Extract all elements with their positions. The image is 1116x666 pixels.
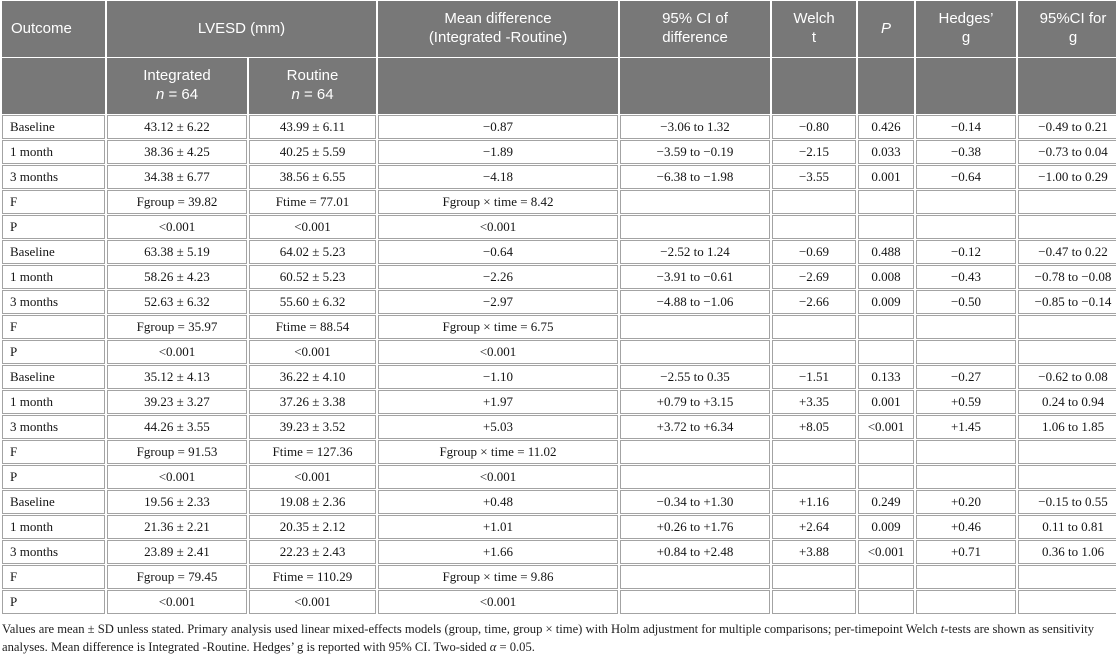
cell: +8.05 <box>772 415 856 439</box>
cell <box>620 440 770 464</box>
cell <box>916 315 1016 339</box>
table-row <box>2 465 1116 489</box>
table-row <box>2 115 1116 139</box>
table-row <box>2 490 1116 514</box>
cell: −4.18 <box>378 165 618 189</box>
cell: −1.00 to 0.29 <box>1018 165 1116 189</box>
cell: −0.73 to 0.04 <box>1018 140 1116 164</box>
table-row <box>2 440 1116 464</box>
cell: −1.89 <box>378 140 618 164</box>
cell: 0.001 <box>858 390 914 414</box>
row-label: 3 months <box>2 165 105 189</box>
cell: 0.009 <box>858 515 914 539</box>
cell <box>916 565 1016 589</box>
cell: 0.249 <box>858 490 914 514</box>
n-value: = 64 <box>299 86 334 103</box>
cell: <0.001 <box>107 215 247 239</box>
cell: +1.66 <box>378 540 618 564</box>
welch-line2: t <box>811 29 817 46</box>
cell <box>916 215 1016 239</box>
header-row-2 <box>2 58 1116 114</box>
header-spacer <box>916 58 1016 114</box>
cell <box>620 565 770 589</box>
cell: 37.26 ± 3.38 <box>249 390 376 414</box>
cell: −0.69 <box>772 240 856 264</box>
cell: −0.38 <box>916 140 1016 164</box>
cell: +3.72 to +6.34 <box>620 415 770 439</box>
cell <box>620 190 770 214</box>
cell: 55.60 ± 6.32 <box>249 290 376 314</box>
cell <box>620 215 770 239</box>
table-row <box>2 565 1116 589</box>
cell: −2.26 <box>378 265 618 289</box>
row-label: P <box>2 590 105 614</box>
cell: +1.97 <box>378 390 618 414</box>
cell: 64.02 ± 5.23 <box>249 240 376 264</box>
row-label: 3 months <box>2 415 105 439</box>
cell <box>858 440 914 464</box>
cell: −2.69 <box>772 265 856 289</box>
ci-g-line1: 95%CI for <box>1039 10 1107 28</box>
cell: 52.63 ± 6.32 <box>107 290 247 314</box>
cell: −0.64 <box>378 240 618 264</box>
cell: 0.488 <box>858 240 914 264</box>
cell: −0.14 <box>916 115 1016 139</box>
col-header-integrated <box>107 58 247 114</box>
cell: 0.133 <box>858 365 914 389</box>
header-spacer <box>858 58 914 114</box>
cell: 38.56 ± 6.55 <box>249 165 376 189</box>
header-spacer <box>1018 58 1116 114</box>
cell: Fgroup × time = 6.75 <box>378 315 618 339</box>
col-header-hedges-g <box>916 1 1016 57</box>
cell: −0.43 <box>916 265 1016 289</box>
cell: −0.78 to −0.08 <box>1018 265 1116 289</box>
cell: 58.26 ± 4.23 <box>107 265 247 289</box>
table-header <box>2 1 1116 114</box>
row-label: Baseline <box>2 115 105 139</box>
cell <box>620 465 770 489</box>
cell: +1.16 <box>772 490 856 514</box>
cell: 60.52 ± 5.23 <box>249 265 376 289</box>
row-label: 1 month <box>2 265 105 289</box>
cell: <0.001 <box>858 415 914 439</box>
cell: Fgroup = 79.45 <box>107 565 247 589</box>
cell: <0.001 <box>249 590 376 614</box>
table-row <box>2 190 1116 214</box>
cell <box>916 465 1016 489</box>
table-row <box>2 590 1116 614</box>
row-label: F <box>2 190 105 214</box>
table-row <box>2 140 1116 164</box>
cell <box>1018 465 1116 489</box>
cell: 0.001 <box>858 165 914 189</box>
cell: <0.001 <box>249 465 376 489</box>
cell: 0.11 to 0.81 <box>1018 515 1116 539</box>
cell: −3.91 to −0.61 <box>620 265 770 289</box>
row-label: 1 month <box>2 515 105 539</box>
cell: 23.89 ± 2.41 <box>107 540 247 564</box>
cell: −0.85 to −0.14 <box>1018 290 1116 314</box>
cell: −2.15 <box>772 140 856 164</box>
row-label: 3 months <box>2 540 105 564</box>
cell <box>772 440 856 464</box>
cell: <0.001 <box>107 590 247 614</box>
cell: −0.80 <box>772 115 856 139</box>
cell: <0.001 <box>378 215 618 239</box>
cell: −0.49 to 0.21 <box>1018 115 1116 139</box>
cell <box>620 590 770 614</box>
cell: 40.25 ± 5.59 <box>249 140 376 164</box>
cell: +3.88 <box>772 540 856 564</box>
mean-diff-line1: Mean difference <box>444 10 552 28</box>
cell <box>858 340 914 364</box>
ci-diff-line2: difference <box>662 29 728 46</box>
cell: 34.38 ± 6.77 <box>107 165 247 189</box>
cell <box>620 340 770 364</box>
cell: +1.45 <box>916 415 1016 439</box>
cell: −3.06 to 1.32 <box>620 115 770 139</box>
cell: +0.79 to +3.15 <box>620 390 770 414</box>
cell: Fgroup = 39.82 <box>107 190 247 214</box>
cell: <0.001 <box>378 340 618 364</box>
cell: 22.23 ± 2.43 <box>249 540 376 564</box>
table-row <box>2 340 1116 364</box>
cell: +0.48 <box>378 490 618 514</box>
hedges-line1: Hedges’ <box>938 10 994 28</box>
table-row <box>2 315 1116 339</box>
cell <box>772 215 856 239</box>
cell: 43.99 ± 6.11 <box>249 115 376 139</box>
cell: +0.71 <box>916 540 1016 564</box>
mean-diff-line2: (Integrated -Routine) <box>428 29 568 46</box>
table-row <box>2 290 1116 314</box>
cell: 38.36 ± 4.25 <box>107 140 247 164</box>
row-label: 1 month <box>2 390 105 414</box>
header-spacer <box>378 58 618 114</box>
col-header-p <box>858 1 914 57</box>
header-row-1 <box>2 1 1116 57</box>
integrated-label: Integrated <box>143 67 211 85</box>
cell: Fgroup × time = 8.42 <box>378 190 618 214</box>
cell: −0.47 to 0.22 <box>1018 240 1116 264</box>
cell: Fgroup × time = 9.86 <box>378 565 618 589</box>
cell: −0.15 to 0.55 <box>1018 490 1116 514</box>
cell: +0.84 to +2.48 <box>620 540 770 564</box>
cell <box>858 465 914 489</box>
cell <box>916 340 1016 364</box>
cell: 0.36 to 1.06 <box>1018 540 1116 564</box>
hedges-line2: g <box>961 29 971 46</box>
footnote-alpha-symbol: α <box>489 640 497 655</box>
cell <box>1018 590 1116 614</box>
cell <box>1018 190 1116 214</box>
cell: −6.38 to −1.98 <box>620 165 770 189</box>
ci-g-line2: g <box>1068 29 1078 46</box>
cell <box>1018 440 1116 464</box>
cell: 20.35 ± 2.12 <box>249 515 376 539</box>
ci-diff-line1: 95% CI of <box>662 10 728 28</box>
cell: +5.03 <box>378 415 618 439</box>
cell: −0.27 <box>916 365 1016 389</box>
table-row <box>2 165 1116 189</box>
header-spacer <box>2 58 105 114</box>
cell <box>772 340 856 364</box>
row-label: Baseline <box>2 240 105 264</box>
cell: <0.001 <box>107 465 247 489</box>
cell: 36.22 ± 4.10 <box>249 365 376 389</box>
cell <box>1018 340 1116 364</box>
footnote-text: Values are mean ± SD unless stated. Primary analysis used linear mixed-effects models (group, time, group × time) with Holm adjustment for multiple comparisons; per-timepoint Welch <box>2 622 941 636</box>
cell: 1.06 to 1.85 <box>1018 415 1116 439</box>
cell: −0.87 <box>378 115 618 139</box>
cell <box>772 465 856 489</box>
cell: <0.001 <box>249 340 376 364</box>
row-label: P <box>2 340 105 364</box>
cell <box>858 590 914 614</box>
table-footnote <box>0 620 1116 657</box>
cell: −4.88 to −1.06 <box>620 290 770 314</box>
cell: −0.64 <box>916 165 1016 189</box>
table-body <box>2 115 1116 614</box>
header-spacer <box>772 58 856 114</box>
cell: Ftime = 88.54 <box>249 315 376 339</box>
cell: <0.001 <box>378 590 618 614</box>
header-spacer <box>620 58 770 114</box>
cell: −2.97 <box>378 290 618 314</box>
col-header-ci-difference <box>620 1 770 57</box>
col-header-welch-t <box>772 1 856 57</box>
cell <box>1018 215 1116 239</box>
n-value: = 64 <box>164 86 199 103</box>
cell <box>620 315 770 339</box>
table-row <box>2 540 1116 564</box>
col-header-lvesd: LVESD (mm) <box>107 1 376 57</box>
cell: 0.008 <box>858 265 914 289</box>
cell: −1.51 <box>772 365 856 389</box>
cell <box>858 190 914 214</box>
cell: +3.35 <box>772 390 856 414</box>
cell: 19.56 ± 2.33 <box>107 490 247 514</box>
cell: −0.62 to 0.08 <box>1018 365 1116 389</box>
cell: <0.001 <box>107 340 247 364</box>
cell: 35.12 ± 4.13 <box>107 365 247 389</box>
cell <box>772 590 856 614</box>
table-row <box>2 390 1116 414</box>
cell: +0.26 to +1.76 <box>620 515 770 539</box>
cell: 0.009 <box>858 290 914 314</box>
cell: <0.001 <box>378 465 618 489</box>
table-row <box>2 240 1116 264</box>
cell <box>772 315 856 339</box>
row-label: Baseline <box>2 490 105 514</box>
cell: Fgroup = 35.97 <box>107 315 247 339</box>
cell: 39.23 ± 3.27 <box>107 390 247 414</box>
cell: −0.50 <box>916 290 1016 314</box>
row-label: 1 month <box>2 140 105 164</box>
col-header-routine <box>249 58 376 114</box>
cell: −2.66 <box>772 290 856 314</box>
cell: 0.24 to 0.94 <box>1018 390 1116 414</box>
table-row <box>2 415 1116 439</box>
cell: Fgroup = 91.53 <box>107 440 247 464</box>
cell: 43.12 ± 6.22 <box>107 115 247 139</box>
p-symbol: P <box>881 19 892 37</box>
cell <box>772 565 856 589</box>
cell: 39.23 ± 3.52 <box>249 415 376 439</box>
row-label: Baseline <box>2 365 105 389</box>
cell: Ftime = 110.29 <box>249 565 376 589</box>
cell: −2.52 to 1.24 <box>620 240 770 264</box>
cell: 63.38 ± 5.19 <box>107 240 247 264</box>
row-label: F <box>2 440 105 464</box>
cell <box>858 315 914 339</box>
cell: −3.55 <box>772 165 856 189</box>
cell: <0.001 <box>858 540 914 564</box>
cell: <0.001 <box>249 215 376 239</box>
row-label: P <box>2 465 105 489</box>
cell: +0.46 <box>916 515 1016 539</box>
cell: −1.10 <box>378 365 618 389</box>
footnote-text: = 0.05. <box>496 640 535 655</box>
table-row <box>2 515 1116 539</box>
footnote-t-symbol: t <box>940 622 945 636</box>
table-row <box>2 215 1116 239</box>
cell: 44.26 ± 3.55 <box>107 415 247 439</box>
footnote-text: -tests are shown as sensitivity analyses. Mean difference is Integrated -Routine. Hedges’ g is reported with 95% CI. Two-sided <box>2 622 1094 655</box>
cell: Ftime = 127.36 <box>249 440 376 464</box>
cell <box>858 215 914 239</box>
cell: 21.36 ± 2.21 <box>107 515 247 539</box>
table-row <box>2 265 1116 289</box>
cell <box>916 440 1016 464</box>
cell: 0.426 <box>858 115 914 139</box>
cell: −2.55 to 0.35 <box>620 365 770 389</box>
col-header-ci-g <box>1018 1 1116 57</box>
cell: +1.01 <box>378 515 618 539</box>
row-label: F <box>2 315 105 339</box>
cell: +0.59 <box>916 390 1016 414</box>
cell: Fgroup × time = 11.02 <box>378 440 618 464</box>
cell: Ftime = 77.01 <box>249 190 376 214</box>
routine-label: Routine <box>286 67 339 85</box>
cell <box>1018 565 1116 589</box>
cell: +2.64 <box>772 515 856 539</box>
cell: 19.08 ± 2.36 <box>249 490 376 514</box>
col-header-outcome: Outcome <box>2 1 105 57</box>
row-label: P <box>2 215 105 239</box>
table-row <box>2 365 1116 389</box>
cell: −0.34 to +1.30 <box>620 490 770 514</box>
cell <box>1018 315 1116 339</box>
cell <box>916 590 1016 614</box>
cell: 0.033 <box>858 140 914 164</box>
n-symbol: n <box>155 86 165 103</box>
welch-line1: Welch <box>793 10 835 28</box>
row-label: F <box>2 565 105 589</box>
cell: −3.59 to −0.19 <box>620 140 770 164</box>
n-symbol: n <box>291 86 300 103</box>
cell <box>772 190 856 214</box>
cell <box>916 190 1016 214</box>
col-header-mean-difference <box>378 1 618 57</box>
cell: −0.12 <box>916 240 1016 264</box>
cell <box>858 565 914 589</box>
cell: +0.20 <box>916 490 1016 514</box>
row-label: 3 months <box>2 290 105 314</box>
